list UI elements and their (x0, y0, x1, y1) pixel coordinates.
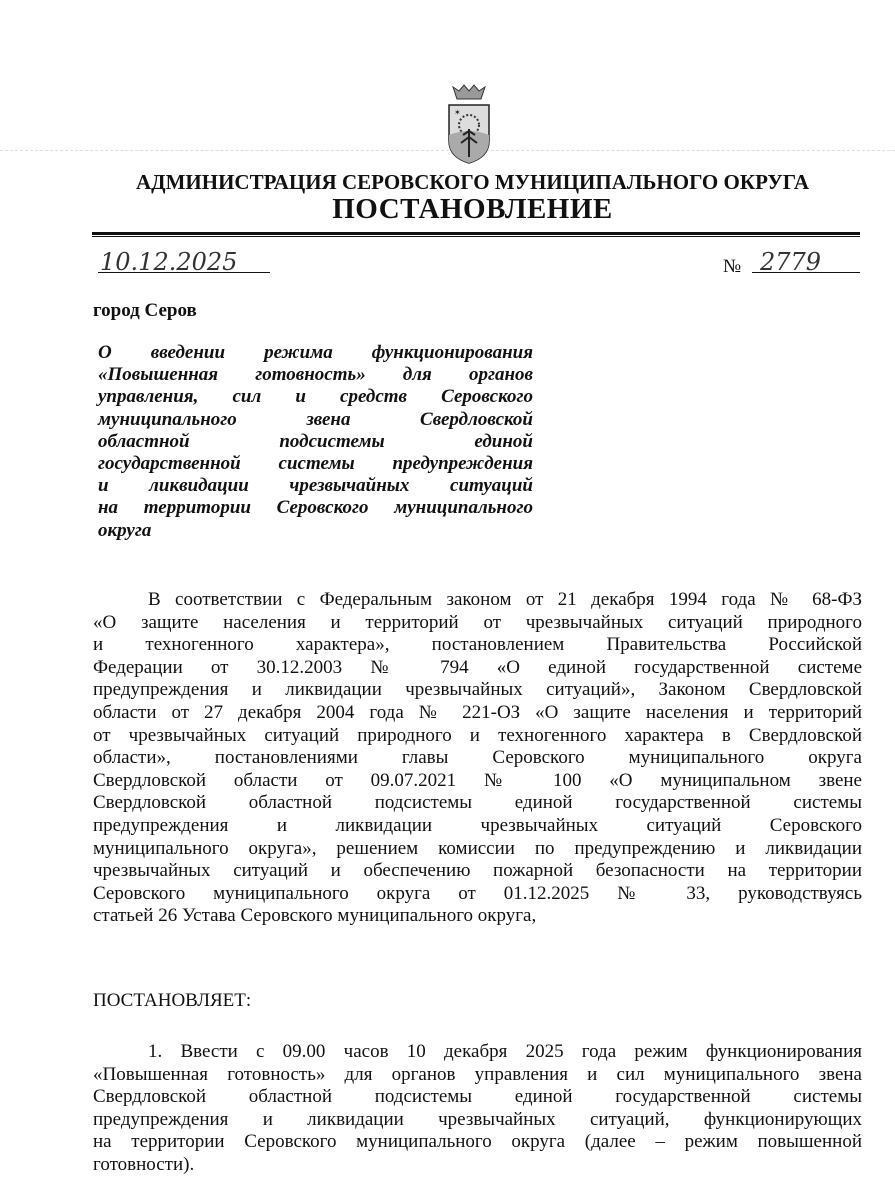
title-line: «Повышенная готовность» для органов (98, 364, 533, 386)
preamble-line: Федерации от 30.12.2003 № 794 «О единой государственной системе (93, 656, 862, 678)
header-divider-thin (92, 236, 860, 237)
item-line: Свердловской областной подсистемы единой государственной системы (93, 1086, 862, 1108)
item-line: 1. Ввести с 09.00 часов 10 декабря 2025 года режим функционирования (148, 1041, 862, 1062)
item-line: предупреждения и ликвидации чрезвычайных ситуаций, функционирующих (93, 1108, 862, 1130)
preamble-line: В соответствии с Федеральным законом от 21 декабря 1994 года № 68-ФЗ (148, 589, 862, 610)
svg-text:✶: ✶ (454, 108, 461, 117)
title-line: округа (98, 519, 152, 541)
date-underline (98, 272, 270, 273)
header-divider (92, 232, 860, 235)
decree-word: ПОСТАНОВЛЯЕТ: (93, 990, 252, 1011)
title-line: управления, сил и средств Серовского (98, 386, 533, 408)
preamble-line: Свердловской области от 09.07.2021 № 100 «О муниципальном звене (93, 769, 862, 791)
preamble-line: предупреждения и ликвидации чрезвычайных ситуаций Серовского (93, 814, 862, 836)
preamble-line: «О защите населения и территорий от чрезвычайных ситуаций природного (93, 611, 862, 633)
item-line: на территории Серовского муниципального округа (далее – режим повышенной (93, 1131, 862, 1153)
preamble-line: и техногенного характера», постановлением Правительства Российской (93, 634, 862, 656)
title-line: государственной системы предупреждения (98, 453, 533, 475)
preamble-line: от чрезвычайных ситуаций природного и техногенного характера в Свердловской (93, 724, 862, 746)
preamble-line: статьей 26 Устава Серовского муниципального округа, (93, 905, 537, 927)
title-line: областной подсистемы единой (98, 430, 533, 452)
preamble-line: Серовского муниципального округа от 01.12.2025 № 33, руководствуясь (93, 882, 862, 904)
preamble-line: Свердловской областной подсистемы единой государственной системы (93, 792, 862, 814)
handwritten-date: 10.12.2025 (100, 248, 238, 276)
document-title (98, 342, 533, 542)
preamble-line: предупреждения и ликвидации чрезвычайных ситуаций», Законом Свердловской (93, 679, 862, 701)
organization-name: АДМИНИСТРАЦИЯ СЕРОВСКОГО МУНИЦИПАЛЬНОГО ОКРУГА (135, 170, 810, 194)
item-line: «Повышенная готовность» для органов управления и сил муниципального звена (93, 1063, 862, 1085)
document-type-heading: ПОСТАНОВЛЕНИЕ (332, 193, 613, 225)
preamble-line: области», постановлениями главы Серовского муниципального округа (93, 747, 862, 769)
item-line: готовности). (93, 1153, 195, 1175)
preamble-paragraph (93, 589, 862, 928)
preamble-line: области от 27 декабря 2004 года № 221-ОЗ «О защите населения и территорий (93, 701, 862, 723)
title-line: и ликвидации чрезвычайных ситуаций (98, 475, 533, 497)
preamble-line: чрезвычайных ситуаций и обеспечению пожарной безопасности на территории (93, 860, 862, 882)
title-line: на территории Серовского муниципального (98, 497, 533, 519)
decree-item-1 (93, 1041, 862, 1177)
title-line: О введении режима функционирования (98, 342, 533, 363)
number-underline (752, 272, 860, 273)
title-line: муниципального звена Свердловской (98, 408, 533, 430)
handwritten-document-number: 2779 (760, 248, 822, 276)
city-name: город Серов (93, 300, 197, 321)
number-label: № (723, 256, 742, 277)
preamble-line: муниципального округа», решением комиссии по предупреждению и ликвидации (93, 837, 862, 859)
coat-of-arms-emblem (443, 83, 495, 165)
